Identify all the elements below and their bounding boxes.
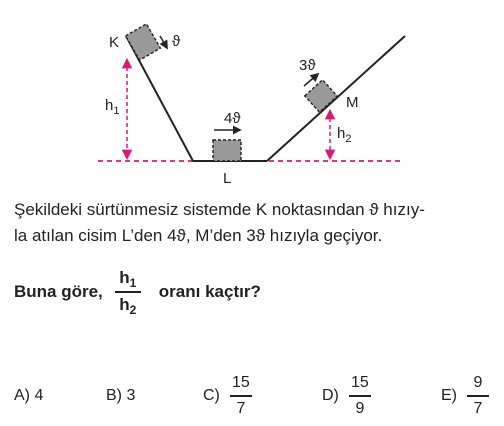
h2-label: $h_2$ <box>337 125 352 145</box>
fraction-bar <box>115 291 141 293</box>
fraction-bar <box>349 395 371 396</box>
choice-letter: D) <box>322 387 339 404</box>
block-l <box>213 140 241 161</box>
h1-label: $h_1$ <box>105 97 120 117</box>
choice-value: 4 <box>34 387 44 404</box>
question-prefix: Buna göre, <box>14 282 103 301</box>
choice-numerator: 15 <box>231 374 250 392</box>
speed-label-l: 4ϑ <box>224 110 241 127</box>
choice-letter: B) <box>106 387 122 404</box>
ratio-denominator: h 2 <box>119 294 137 317</box>
choice-d[interactable] <box>322 368 371 424</box>
answer-choices <box>0 368 504 424</box>
problem-text-line-1: Şekildeki sürtünmesiz sistemde K noktasından ϑ hızıy- <box>14 200 425 219</box>
choice-numerator: 9 <box>473 374 483 392</box>
ratio-numerator: h 1 <box>119 268 137 291</box>
choice-numerator: 15 <box>350 374 369 392</box>
problem-text-line-2: la atılan cisim L’den 4ϑ, M’den 3ϑ hızıyla geçiyor. <box>14 226 383 245</box>
choice-denominator: 7 <box>473 399 483 417</box>
choice-c[interactable] <box>203 368 252 424</box>
speed-label-k: ϑ <box>172 33 181 50</box>
right-incline <box>267 36 405 161</box>
label-k: K <box>109 34 120 51</box>
ratio-fraction <box>115 268 141 316</box>
physics-diagram <box>0 0 504 200</box>
choice-value: 3 <box>126 387 136 404</box>
choice-denominator: 7 <box>236 399 246 417</box>
fraction-bar <box>230 395 252 396</box>
choice-a[interactable] <box>14 368 43 424</box>
question-suffix: oranı kaçtır? <box>158 282 261 301</box>
choice-letter: A) <box>14 387 30 404</box>
choice-e[interactable] <box>441 368 489 424</box>
velocity-arrow-k <box>160 36 167 48</box>
label-l: L <box>223 170 232 187</box>
block-k <box>126 24 161 60</box>
choice-fraction <box>467 373 489 418</box>
choice-b[interactable] <box>106 368 135 424</box>
choice-letter: E) <box>441 387 457 404</box>
block-m <box>305 80 338 112</box>
speed-label-m: 3ϑ <box>299 57 316 74</box>
question <box>14 268 261 316</box>
choice-denominator: 9 <box>355 399 365 417</box>
fraction-bar <box>467 395 489 396</box>
label-m: M <box>346 94 359 111</box>
velocity-arrow-m <box>304 74 318 86</box>
choice-letter: C) <box>203 387 220 404</box>
choice-fraction <box>349 373 371 418</box>
choice-fraction <box>230 373 252 418</box>
